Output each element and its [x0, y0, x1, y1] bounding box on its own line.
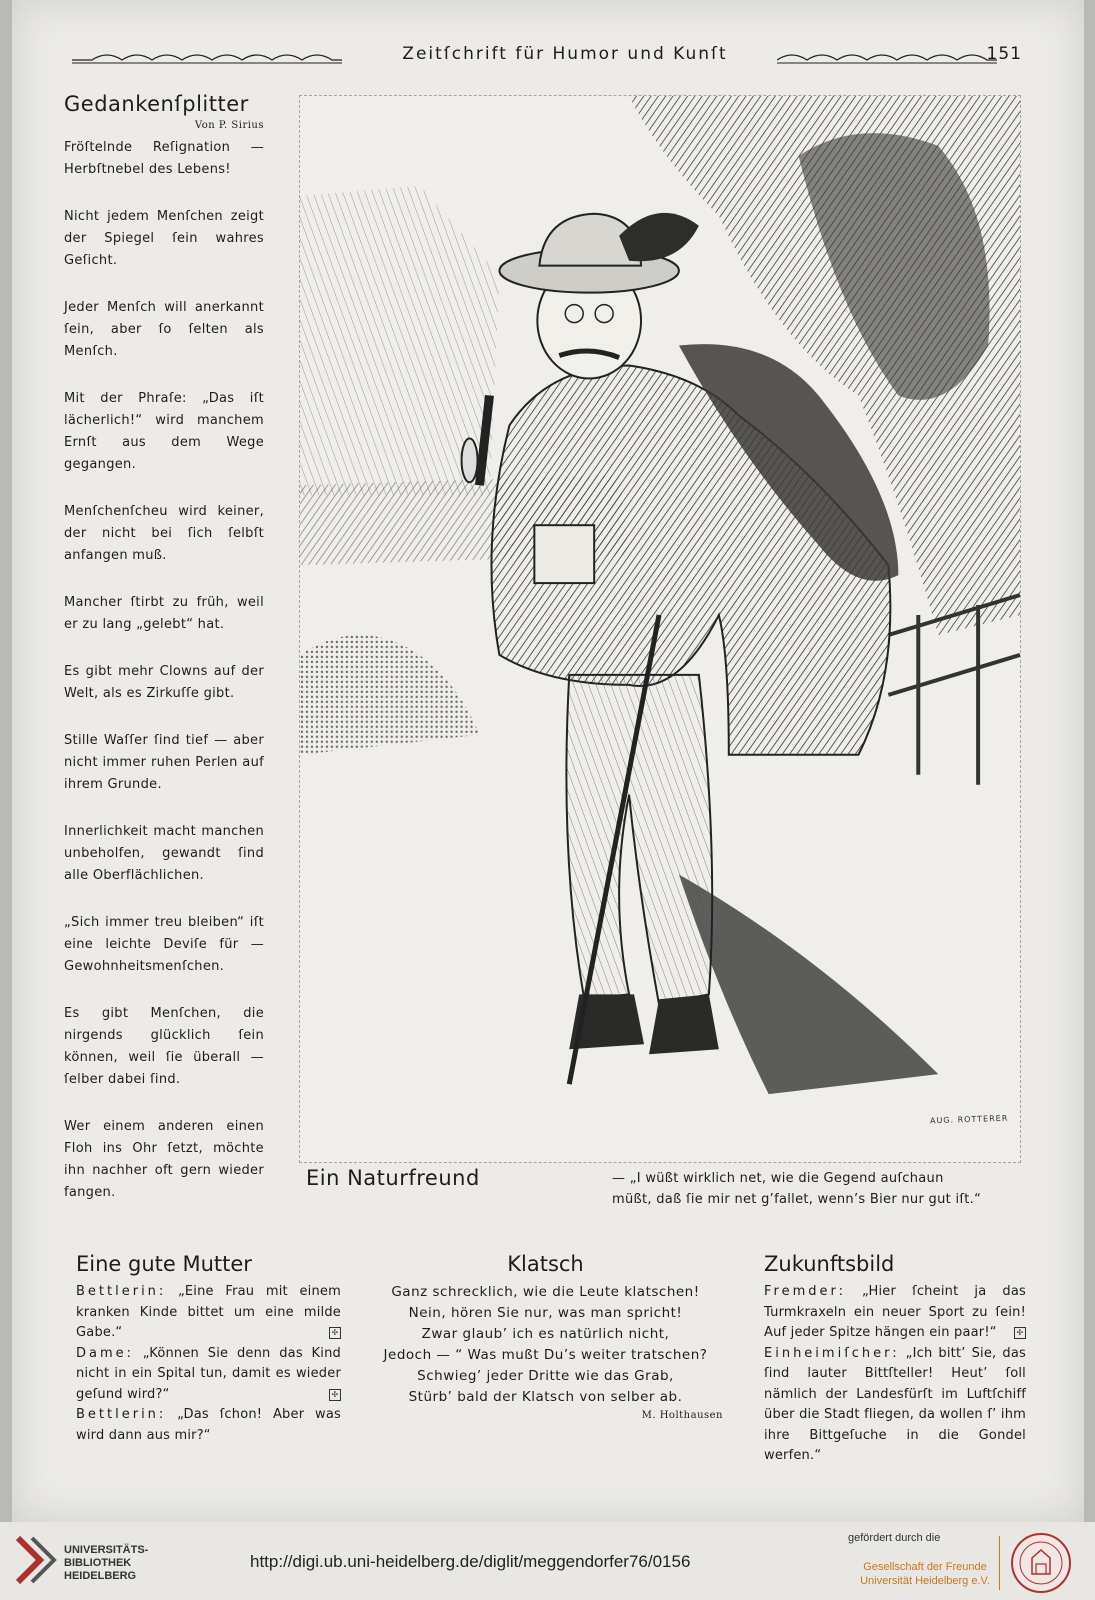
- dialogue-line: „Hier ſcheint ja das Turmkraxeln ein neuer Sport zu ſein! Auf jeder Spitze hängen ein paar!“: [764, 1284, 1026, 1340]
- section-mark-icon: ✢: [329, 1327, 341, 1339]
- aphorism-item: „Sich immer treu bleiben“ iſt eine leichte Deviſe für — Gewohnheitsmenſchen.: [64, 915, 264, 974]
- aphorism-item: Nicht jedem Menſchen zeigt der Spiegel ſein wahres Geſicht.: [64, 209, 264, 268]
- poem-line: Zwar glaub’ ich es natürlich nicht,: [421, 1326, 670, 1342]
- aphorism-item: Menſchenſcheu wird keiner, der nicht bei ſich ſelbſt anfangen muß.: [64, 504, 264, 563]
- aphorism-item: Es gibt Menſchen, die nirgends glücklich ſein können, weil ſie überall — ſelber dabei ſind.: [64, 1006, 264, 1087]
- page-header: [72, 44, 1022, 72]
- illustration-nature-lover: [299, 95, 1021, 1163]
- poem-line: Stürb’ bald der Klatsch von selber ab.: [408, 1389, 683, 1405]
- speaker-label: Einheimiſcher:: [764, 1345, 900, 1361]
- dialogue-line: „Eine Frau mit einem kranken Kinde bittet um eine milde Gabe.“: [76, 1284, 341, 1340]
- sponsor-name: [850, 1560, 1000, 1588]
- header-ornament-right: [777, 50, 997, 64]
- caption-quote-line: müßt, daß ſie mir net g’fallet, wenn’s Bier nur gut iſt.“: [612, 1192, 982, 1207]
- library-name-line: BIBLIOTHEK: [64, 1557, 132, 1569]
- aphorism-author: Von P. Sirius: [194, 120, 264, 131]
- article-eine-gute-mutter: [76, 1252, 341, 1446]
- aphorism-item: Stille Waſſer ſind tief — aber nicht immer ruhen Perlen auf ihrem Grunde.: [64, 733, 264, 792]
- speaker-label: Dame:: [76, 1345, 135, 1361]
- poem-line: Ganz schrecklich, wie die Leute klatschen!: [391, 1284, 700, 1300]
- aphorism-item: Wer einem anderen einen Floh ins Ohr ſetzt, möchte ihn nachher oft gern wieder fangen.: [64, 1119, 264, 1200]
- speaker-label: Bettlerin:: [76, 1407, 167, 1422]
- section-mark-icon: ✢: [1014, 1327, 1026, 1339]
- page-number: 151: [986, 44, 1022, 64]
- dialogue-line: „Ich bitt’ Sie, das ſind lauter Bittſteller! Heut’ ſoll nämlich der Landesfürſt im Luftſchiff über die Stadt fliegen, da wollen ſ’ ihm ihre Bittgeſuche in die Gondel werfen.“: [764, 1345, 1026, 1463]
- poem-klatsch: [368, 1252, 723, 1421]
- header-ornament-left: [72, 50, 342, 64]
- speaker-label: Fremder:: [764, 1284, 846, 1299]
- aphorism-column: [64, 92, 264, 1229]
- hiker-drawing: [300, 96, 1020, 1162]
- poem-line: Schwieg’ jeder Dritte wie das Grab,: [417, 1368, 674, 1384]
- caption-quote-line: — „I wüßt wirklich net, wie die Gegend auſchaun: [612, 1171, 944, 1186]
- article-zukunftsbild: [764, 1252, 1026, 1467]
- sponsor-label: gefördert durch die: [848, 1532, 941, 1544]
- poem-title: Klatsch: [507, 1252, 584, 1276]
- dialogue-line: „Das ſchon! Aber was wird dann aus mir?“: [76, 1407, 341, 1443]
- poem-line: Nein, hören Sie nur, was man spricht!: [408, 1305, 683, 1321]
- section-mark-icon: ✢: [329, 1389, 341, 1401]
- article-body: [76, 1282, 341, 1446]
- dialogue-line: „Können Sie denn das Kind nicht in ein Spital tun, damit es wieder geſund wird?“: [76, 1345, 341, 1402]
- aphorism-item: Es gibt mehr Clowns auf der Welt, als es Zirkuſſe gibt.: [64, 664, 264, 701]
- artist-signature: AUG. ROTTERER: [929, 1113, 1009, 1126]
- illustration-caption-title: Ein Naturfreund: [306, 1166, 480, 1190]
- scanned-page: [12, 0, 1084, 1522]
- university-seal-icon: [1010, 1532, 1072, 1594]
- aphorism-item: Mit der Phraſe: „Das iſt lächerlich!“ wird manchem Ernſt aus dem Wege gegangen.: [64, 391, 264, 472]
- aphorism-item: Fröſtelnde Reſignation — Herbſtnebel des Lebens!: [64, 140, 264, 177]
- sponsor-divider: [999, 1536, 1000, 1590]
- poem-line: Jedoch — “ Was mußt Du’s weiter tratschen?: [383, 1347, 708, 1363]
- article-body: [764, 1282, 1026, 1467]
- university-library-logo-icon: [14, 1534, 60, 1586]
- digitization-footer: [0, 1522, 1095, 1600]
- aphorism-item: Mancher ſtirbt zu früh, weil er zu lang „gelebt“ hat.: [64, 595, 264, 632]
- aphorism-title: Gedankenſplitter: [64, 92, 249, 116]
- permalink-url[interactable]: http://digi.ub.uni-heidelberg.de/diglit/meggendorfer76/0156: [250, 1552, 691, 1571]
- sponsor-name-line: Gesellschaft der Freunde: [863, 1561, 987, 1573]
- poem-author: M. Holthausen: [641, 1410, 723, 1421]
- aphorism-item: Innerlichkeit macht manchen unbeholfen, gewandt ſind alle Oberflächlichen.: [64, 824, 264, 883]
- sponsor-name-line: Universität Heidelberg e.V.: [860, 1575, 990, 1587]
- journal-title: Zeitſchrift für Humor und Kunſt: [402, 44, 728, 64]
- aphorism-item: Jeder Menſch will anerkannt ſein, aber ſo ſelten als Menſch.: [64, 300, 264, 359]
- article-title: Zukunftsbild: [764, 1252, 895, 1276]
- speaker-label: Bettlerin:: [76, 1284, 167, 1299]
- library-name-line: HEIDELBERG: [64, 1570, 137, 1582]
- illustration-caption-quote: [612, 1168, 1022, 1210]
- article-title: Eine gute Mutter: [76, 1252, 252, 1276]
- library-name: [64, 1544, 148, 1583]
- library-name-line: UNIVERSITÄTS-: [64, 1544, 149, 1556]
